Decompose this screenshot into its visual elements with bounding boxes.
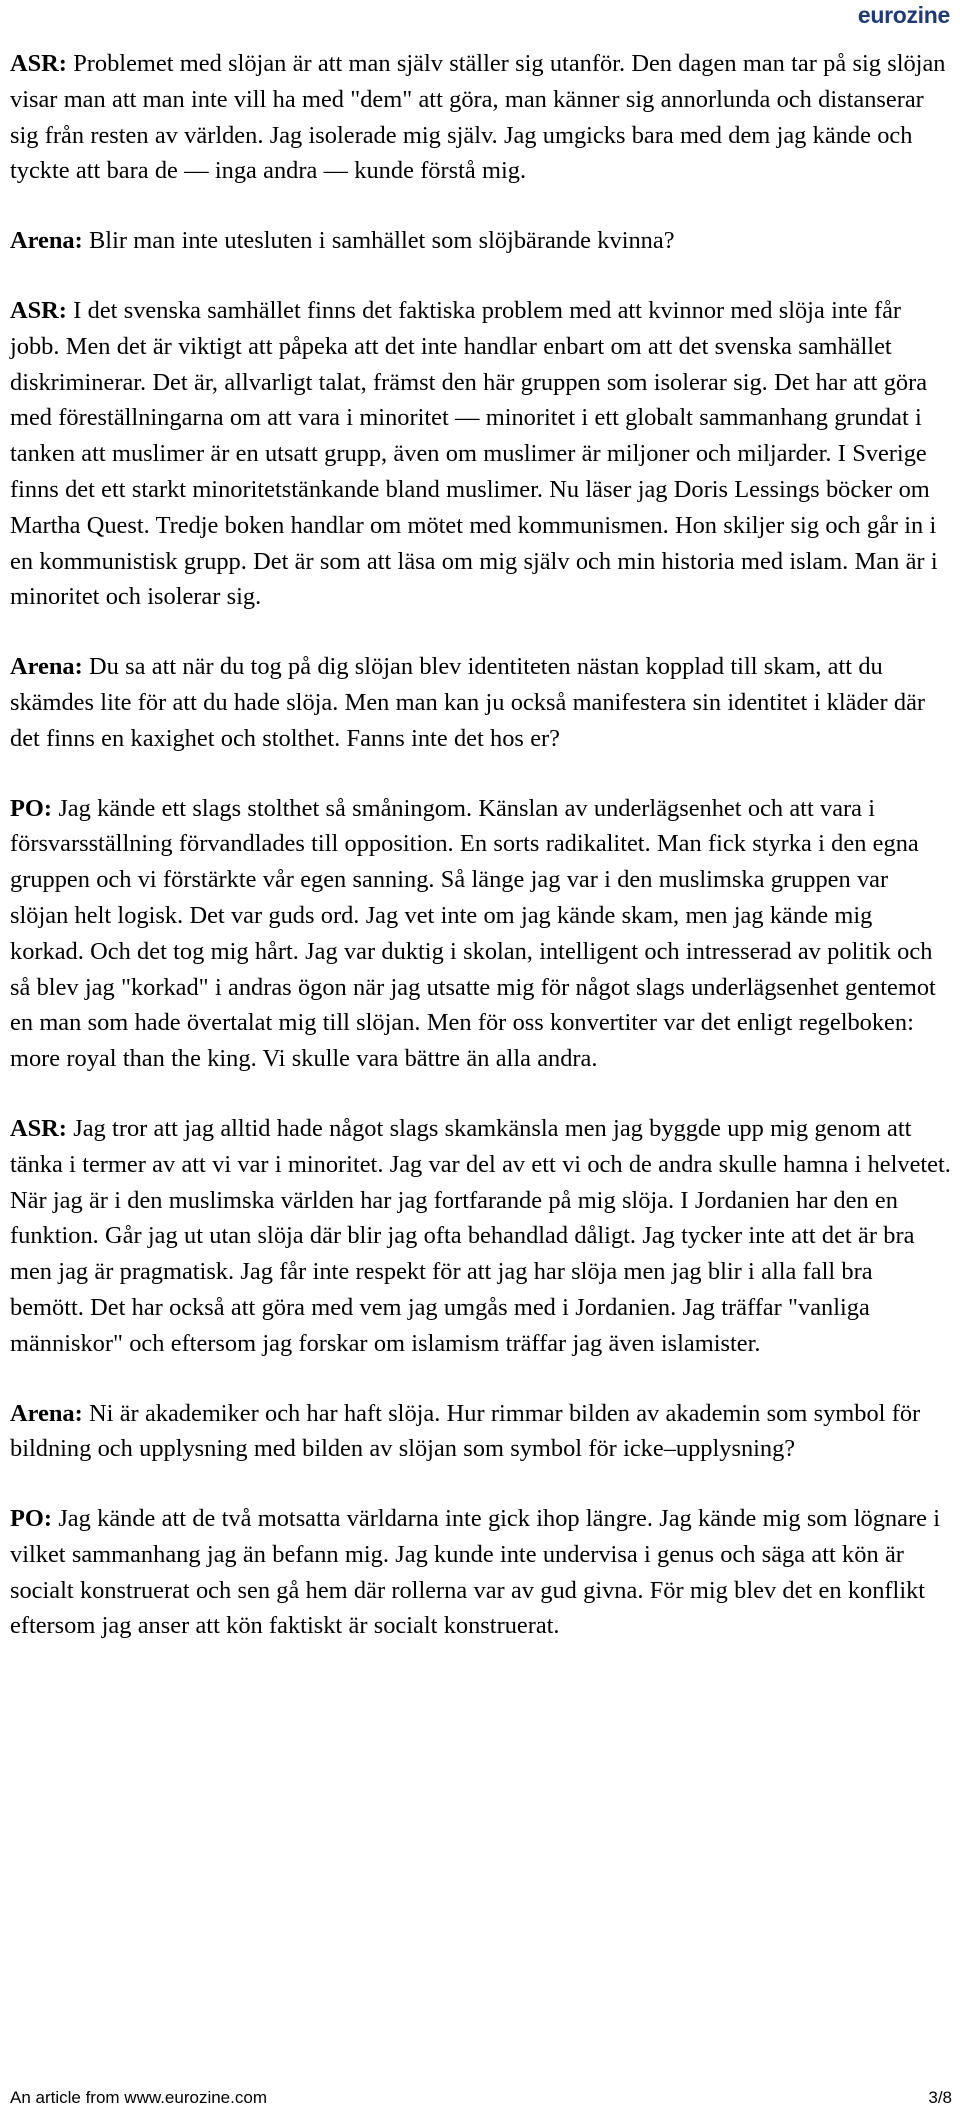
interview-paragraph <box>10 223 952 259</box>
paragraph-text: Ni är akademiker och har haft slöja. Hur rimmar bilden av akademin som symbol för bildning och upplysning med bilden av slöjan som symbol för icke–upplysning? <box>10 1399 921 1463</box>
paragraph-text: Jag kände att de två motsatta världarna inte gick ihop längre. Jag kände mig som lögnare i vilket sammanhang jag än befann mig. Jag kunde inte undervisa i genus och säga att kön är socialt konstruerat och sen gå hem där rollerna var av gud givna. För mig blev det en konflikt eftersom jag anser att kön faktiskt är socialt konstruerat. <box>10 1505 940 1640</box>
page-footer <box>10 2088 952 2108</box>
paragraph-text: Blir man inte utesluten i samhället som slöjbärande kvinna? <box>89 227 675 255</box>
paragraph-text: Problemet med slöjan är att man själv ställer sig utanför. Den dagen man tar på sig slöjan visar man att man inte vill ha med "dem" att göra, man känner sig annorlunda och distanserar sig från resten av världen. Jag isolerade mig själv. Jag umgicks bara med dem jag kände och tyckte att bara de –– inga andra –– kunde förstå mig. <box>10 50 946 185</box>
paragraph-text: Du sa att när du tog på dig slöjan blev identiteten nästan kopplad till skam, att du skämdes lite för att du hade slöja. Men man kan ju också manifestera sin identitet i kläder där det finns en kaxighet och stolthet. Fanns inte det hos er? <box>10 653 926 752</box>
paragraph-text: Jag kände ett slags stolthet så småningom. Känslan av underlägsenhet och att vara i försvarsställning förvandlades till opposition. En sorts radikalitet. Man fick styrka i den egna gruppen och vi förstärkte vår egen sanning. Så länge jag var i den muslimska gruppen var slöjan helt logisk. Det var guds ord. Jag vet inte om jag kände skam, men jag kände mig korkad. Och det tog mig hårt. Jag var duktig i skolan, intelligent och intresserad av politik och så blev jag "korkad" i andras ögon när jag utsatte mig för något slags underlägsenhet gentemot en man som hade övertalat mig till slöjan. Men för oss konvertiter var det enligt regelboken: more royal than the king. Vi skulle vara bättre än alla andra. <box>10 794 936 1073</box>
speaker-label: ASR: <box>10 1114 67 1142</box>
speaker-label: Arena: <box>10 1399 83 1427</box>
interview-paragraph <box>10 1111 952 1362</box>
interview-paragraph <box>10 1396 952 1468</box>
interview-paragraph <box>10 1501 952 1644</box>
paragraph-text: I det svenska samhället finns det faktiska problem med att kvinnor med slöja inte får jobb. Men det är viktigt att påpeka att det inte handlar enbart om att det svenska samhället diskriminerar. Det är, allvarligt talat, främst den här gruppen som isolerar sig. Det har att göra med föreställningarna om att vara i minoritet –– minoritet i ett globalt sammanhang grundat i tanken att muslimer är en utsatt grupp, även om muslimer är miljoner och miljarder. I Sverige finns det ett starkt minoritetstänkande bland muslimer. Nu läser jag Doris Lessings böcker om Martha Quest. Tredje boken handlar om mötet med kommunismen. Hon skiljer sig och går in i en kommunistisk grupp. Det är som att läsa om mig själv och min historia med islam. Man är i minoritet och isolerar sig. <box>10 296 938 611</box>
speaker-label: ASR: <box>10 50 67 77</box>
interview-paragraph <box>10 791 952 1077</box>
footer-source: An article from www.eurozine.com <box>10 2088 267 2107</box>
speaker-label: Arena: <box>10 653 83 681</box>
speaker-label: PO: <box>10 1505 52 1533</box>
speaker-label: ASR: <box>10 296 67 324</box>
speaker-label: PO: <box>10 794 52 822</box>
article-body <box>10 46 952 1678</box>
paragraph-text: Jag tror att jag alltid hade något slags skamkänsla men jag byggde upp mig genom att tänka i termer av att vi var i minoritet. Jag var del av ett vi och de andra skulle hamna i helvetet. När jag är i den muslimska världen har jag fortfarande på mig slöja. I Jordanien har den en funktion. Går jag ut utan slöja där blir jag ofta behandlad dåligt. Jag tycker inte att det är bra men jag är pragmatisk. Jag får inte respekt för att jag har slöja men jag blir i alla fall bra bemött. Det har också att göra med vem jag umgås med i Jordanien. Jag träffar "vanliga människor" och eftersom jag forskar om islamism träffar jag även islamister. <box>10 1114 951 1357</box>
eurozine-logo: eurozine <box>857 2 950 28</box>
interview-paragraph <box>10 46 952 189</box>
interview-paragraph <box>10 649 952 756</box>
speaker-label: Arena: <box>10 227 83 255</box>
page-number: 3/8 <box>928 2088 952 2107</box>
interview-paragraph <box>10 293 952 615</box>
